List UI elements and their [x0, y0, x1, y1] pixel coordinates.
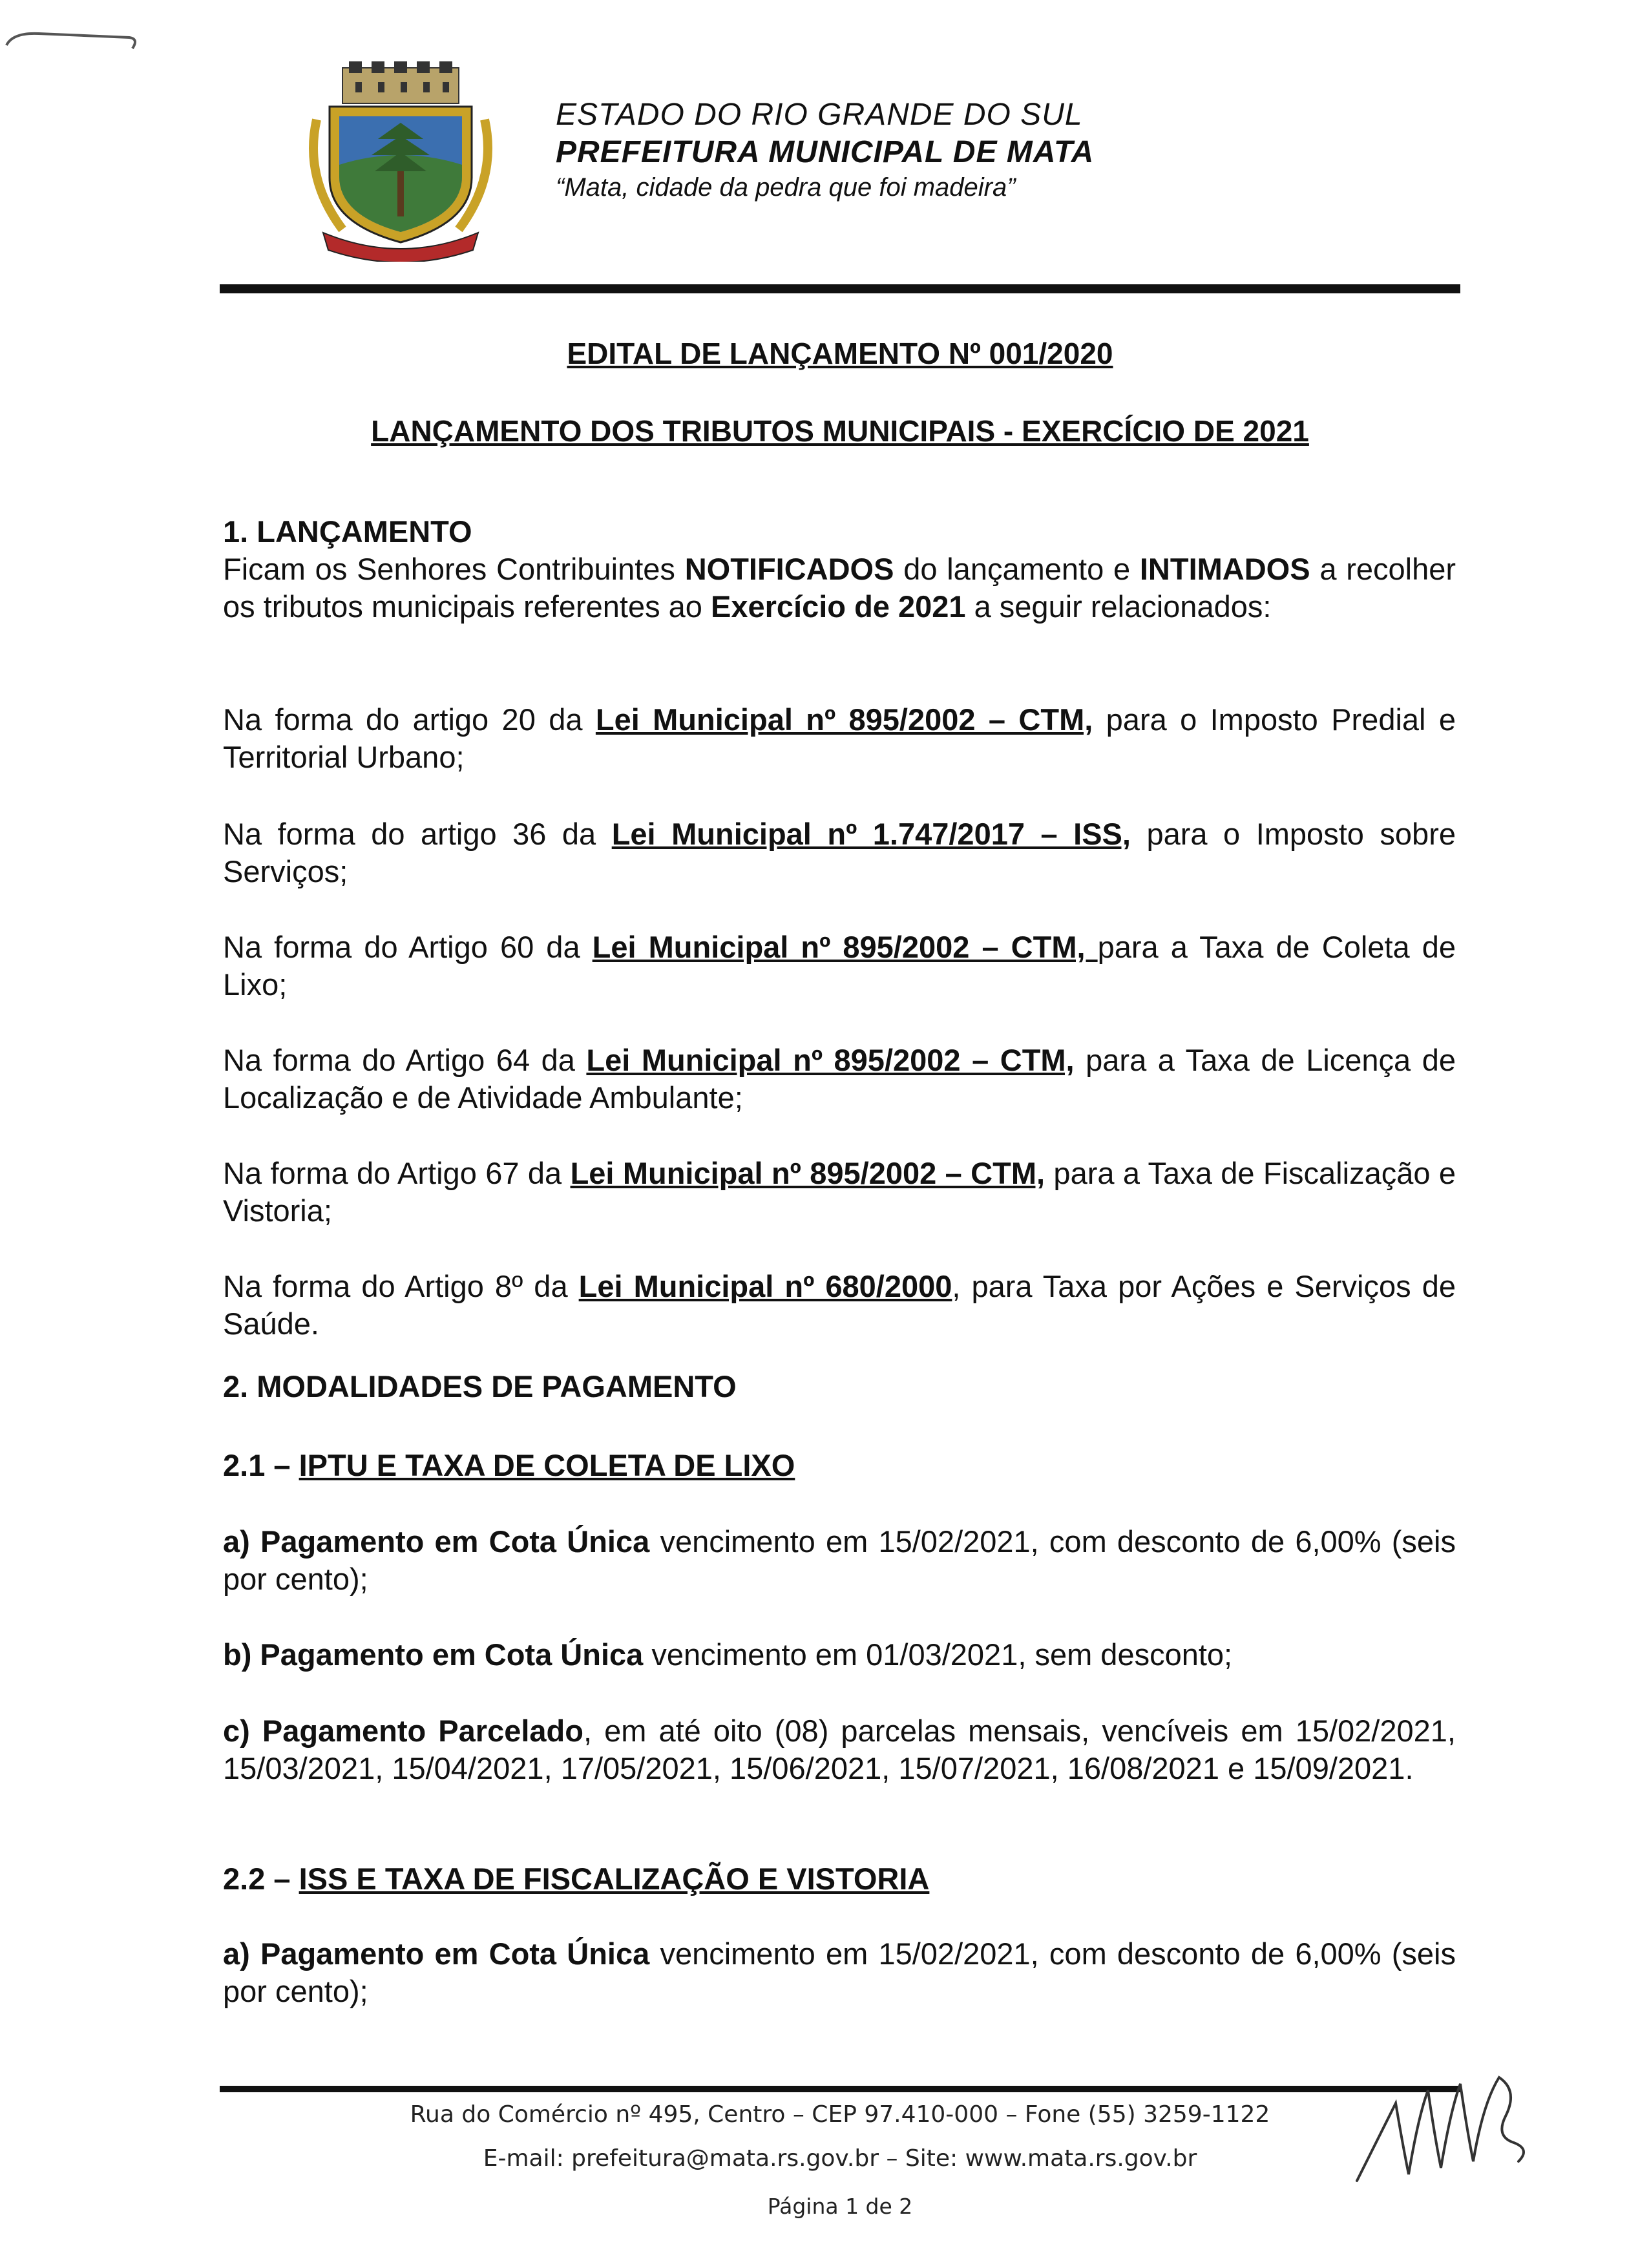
- subsection-2-1-heading: 2.1 – IPTU E TAXA DE COLETA DE LIXO: [223, 1448, 795, 1482]
- municipal-crest-logo: [304, 61, 498, 262]
- law-item-saude: Na forma do Artigo 8º da Lei Municipal nº 680/2000, para Taxa por Ações e Serviços de Saúde.: [223, 1269, 1456, 1341]
- payment-option-c-2-1: c) Pagamento Parcelado, em até oito (08) parcelas mensais, vencíveis em 15/02/2021, 15/03/2021, 15/04/2021, 17/05/2021, 15/06/2021, 15/07/2021, 16/08/2021 e 15/09/2021.: [223, 1714, 1456, 1785]
- handwritten-signature: [1344, 2064, 1538, 2187]
- section-1-heading: 1. LANÇAMENTO: [223, 514, 472, 549]
- law-item-fiscalizacao: Na forma do Artigo 67 da Lei Municipal nº 895/2002 – CTM, para a Taxa de Fiscalização e Vistoria;: [223, 1156, 1456, 1228]
- law-reference: Lei Municipal nº 1.747/2017 – ISS,: [611, 817, 1131, 851]
- footer-contact: E-mail: prefeitura@mata.rs.gov.br – Site: www.mata.rs.gov.br: [483, 2145, 1197, 2172]
- payment-option-b-2-1: b) Pagamento em Cota Única vencimento em 01/03/2021, sem desconto;: [223, 1637, 1233, 1672]
- document-title: EDITAL DE LANÇAMENTO Nº 001/2020: [567, 337, 1113, 370]
- header-state: ESTADO DO RIO GRANDE DO SUL: [556, 98, 1083, 132]
- footer-rule: [220, 2086, 1460, 2092]
- law-reference: Lei Municipal nº 895/2002 – CTM,: [592, 930, 1098, 964]
- header-rule: [220, 284, 1460, 293]
- payment-option-a-2-1: a) Pagamento em Cota Única vencimento em 15/02/2021, com desconto de 6,00% (seis por cento);: [223, 1524, 1456, 1596]
- subsection-2-2-heading: 2.2 – ISS E TAXA DE FISCALIZAÇÃO E VISTORIA: [223, 1862, 930, 1896]
- header-prefecture: PREFEITURA MUNICIPAL DE MATA: [556, 135, 1095, 169]
- section-2-heading: 2. MODALIDADES DE PAGAMENTO: [223, 1369, 737, 1403]
- law-reference: Lei Municipal nº 895/2002 – CTM,: [570, 1156, 1045, 1190]
- law-item-iss: Na forma do artigo 36 da Lei Municipal nº 1.747/2017 – ISS, para o Imposto sobre Serviços;: [223, 817, 1456, 888]
- law-reference: Lei Municipal nº 895/2002 – CTM,: [595, 702, 1093, 737]
- payment-option-a-2-2: a) Pagamento em Cota Única vencimento em 15/02/2021, com desconto de 6,00% (seis por cento);: [223, 1937, 1456, 2008]
- law-item-licenca: Na forma do Artigo 64 da Lei Municipal nº 895/2002 – CTM, para a Taxa de Licença de Localização e de Atividade Ambulante;: [223, 1043, 1456, 1115]
- staple-mark: [0, 19, 149, 58]
- footer-address: Rua do Comércio nº 495, Centro – CEP 97.410-000 – Fone (55) 3259-1122: [410, 2101, 1270, 2128]
- law-reference: Lei Municipal nº 680/2000: [578, 1269, 952, 1303]
- document-subtitle: LANÇAMENTO DOS TRIBUTOS MUNICIPAIS - EXERCÍCIO DE 2021: [371, 414, 1309, 448]
- law-item-coleta-lixo: Na forma do Artigo 60 da Lei Municipal nº 895/2002 – CTM, para a Taxa de Coleta de Lixo;: [223, 930, 1456, 1002]
- section-1-intro: Ficam os Senhores Contribuintes NOTIFICADOS do lançamento e INTIMADOS a recolher os tributos municipais referentes ao Exercício de 2021 a seguir relacionados:: [223, 552, 1456, 624]
- page-number: Página 1 de 2: [767, 2194, 913, 2219]
- law-item-iptu: Na forma do artigo 20 da Lei Municipal nº 895/2002 – CTM, para o Imposto Predial e Territorial Urbano;: [223, 702, 1456, 774]
- law-reference: Lei Municipal nº 895/2002 – CTM,: [586, 1043, 1075, 1077]
- header-motto: “Mata, cidade da pedra que foi madeira”: [556, 173, 1016, 202]
